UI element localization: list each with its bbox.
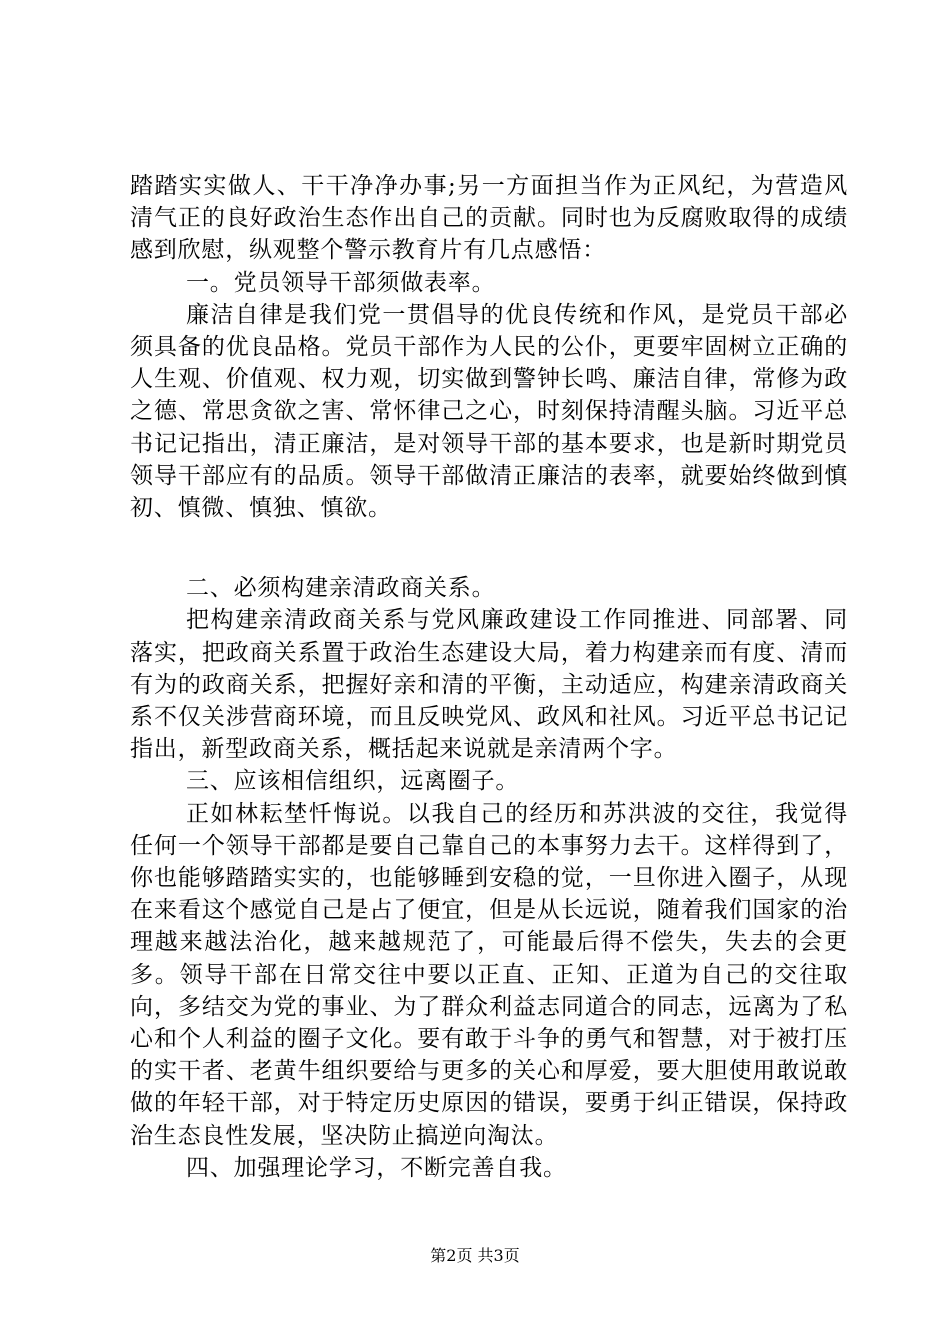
paragraph-continuation: 踏踏实实做人、干干净净办事;另一方面担当作为正风纪，为营造风清气正的良好政治生态作出自己的贡献。同时也为反腐败取得的成绩感到欣慰，纵观整个警示教育片有几点感悟： bbox=[130, 173, 848, 264]
page-footer: 第2页 共3页 bbox=[430, 1246, 520, 1265]
paragraph-section-2: 把构建亲清政商关系与党风廉政建设工作同推进、同部署、同落实，把政商关系置于政治生态建设大局，着力构建亲而有度、清而有为的政商关系，把握好亲和清的平衡，主动适应，构建亲清政商关系不仅关涉营商环境，而且反映党风、政风和社风。习近平总书记记指出，新型政商关系，概括起来说就是亲清两个字。 bbox=[130, 607, 848, 763]
document-body bbox=[130, 170, 848, 1184]
paragraph-gap bbox=[130, 524, 848, 572]
paragraph-section-3: 正如林耘埜忏悔说。以我自己的经历和苏洪波的交往，我觉得任何一个领导干部都是要自己靠自己的本事努力去干。这样得到了，你也能够踏踏实实的，也能够睡到安稳的觉，一旦你进入圈子，从现在来看这个感觉自己是占了便宜，但是从长远说，随着我们国家的治理越来越法治化，越来越规范了，可能最后得不偿失，失去的会更多。领导干部在日常交往中要以正直、正知、正道为自己的交往取向，多结交为党的事业、为了群众利益志同道合的同志，远离为了私心和个人利益的圈子文化。要有敢于斗争的勇气和智慧，对于被打压的实干者、老黄牛组织要给与更多的关心和厚爱，要大胆使用敢说敢做的年轻干部，对于特定历史原因的错误，要勇于纠正错误，保持政治生态良性发展，坚决防止搞逆向淘汰。 bbox=[130, 800, 848, 1149]
section-heading-2: 二、必须构建亲清政商关系。 bbox=[186, 575, 496, 602]
section-heading-4: 四、加强理论学习，不断完善自我。 bbox=[186, 1154, 567, 1181]
section-heading-1: 一。党员领导干部须做表率。 bbox=[186, 269, 496, 296]
paragraph-section-1: 廉洁自律是我们党一贯倡导的优良传统和作风，是党员干部必须具备的优良品格。党员干部作为人民的公仆，更要牢固树立正确的人生观、价值观、权力观，切实做到警钟长鸣、廉洁自律，常修为政之德、常思贪欲之害、常怀律己之心，时刻保持清醒头脑。习近平总书记记指出，清正廉洁，是对领导干部的基本要求，也是新时期党员领导干部应有的品质。领导干部做清正廉洁的表率，就要始终做到慎初、慎微、慎独、慎欲。 bbox=[130, 301, 848, 522]
section-heading-3: 三、应该相信组织，远离圈子。 bbox=[186, 768, 520, 795]
